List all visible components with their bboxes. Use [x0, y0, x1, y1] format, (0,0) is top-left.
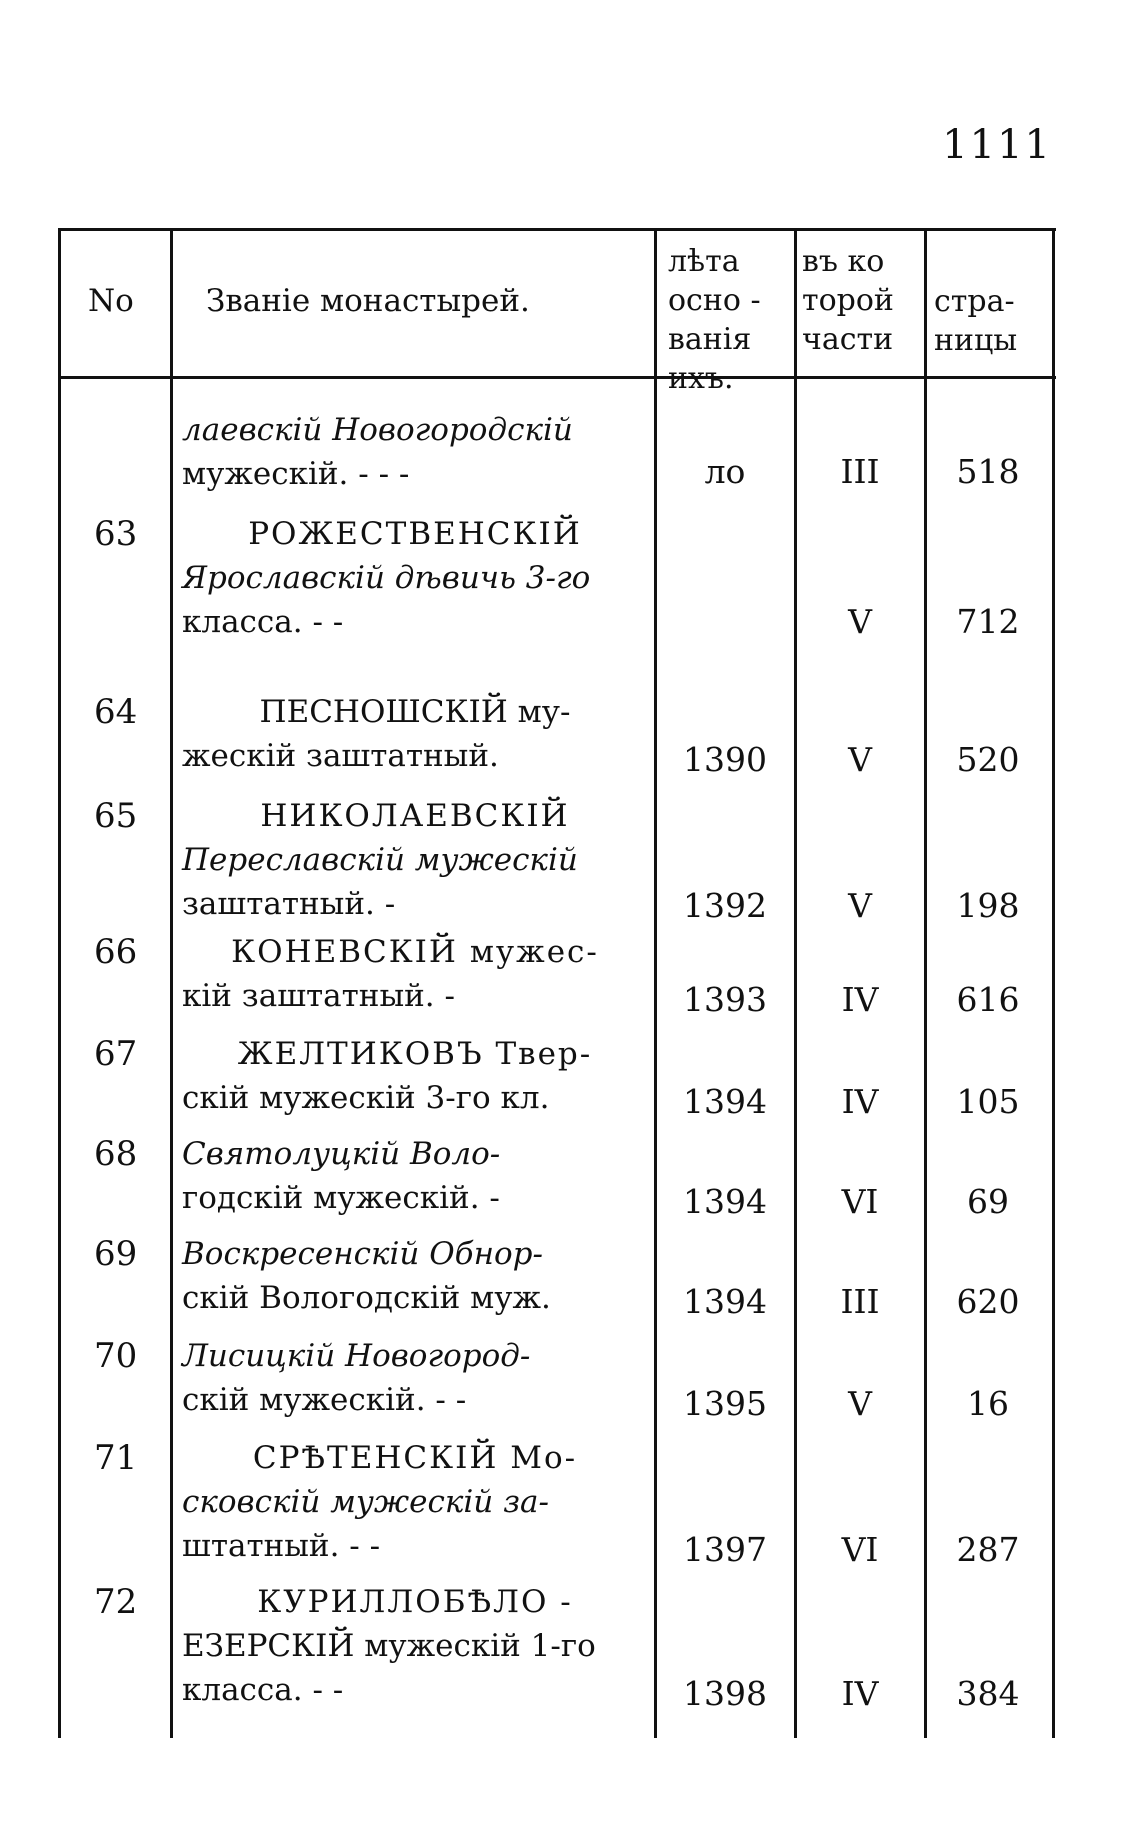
monastery-name	[182, 1132, 648, 1220]
header-year-line: ванія	[668, 322, 752, 357]
monastery-name-line: Ярославскій дѣвичь 3-го	[182, 560, 591, 596]
row-number: 65	[94, 796, 138, 836]
monastery-name	[182, 1580, 648, 1712]
table-top-rule	[58, 228, 1056, 231]
monastery-name	[182, 1032, 648, 1120]
header-part-line: части	[802, 322, 894, 357]
column-rule-year	[794, 228, 797, 1738]
header-bottom-rule	[58, 376, 1056, 379]
header-year	[668, 242, 761, 398]
monastery-name-line: Лисицкій Новогород-	[182, 1338, 531, 1374]
monastery-name-line: КОНЕВСКІЙ мужес-	[231, 934, 599, 970]
page-reference: 384	[956, 1674, 1020, 1713]
row-number: 72	[94, 1582, 138, 1622]
row-number: 71	[94, 1438, 138, 1478]
header-part-line: въ ко	[802, 244, 885, 279]
part-number: IV	[841, 980, 879, 1019]
monastery-name-line: Святолуцкій Воло-	[182, 1136, 501, 1172]
row-number: 67	[94, 1034, 138, 1074]
monastery-name-line: КУРИЛЛОБѢЛО -	[257, 1584, 573, 1620]
row-number: 63	[94, 514, 138, 554]
monastery-name-line: Переславскій мужескій	[182, 842, 578, 878]
monastery-name-line: кій заштатный. -	[182, 978, 455, 1014]
page-reference: 616	[956, 980, 1020, 1019]
row-number: 69	[94, 1234, 138, 1274]
monastery-name-line: скій Вологодскій муж.	[182, 1280, 551, 1316]
monastery-name-line: Воскресенскій Обнор-	[182, 1236, 543, 1272]
page-reference: 520	[956, 740, 1020, 779]
column-rule-left	[58, 228, 61, 1738]
monastery-name-line: жескій заштатный.	[182, 738, 499, 774]
row-number: 70	[94, 1336, 138, 1376]
row-number: 66	[94, 932, 138, 972]
foundation-year: 1395	[683, 1384, 767, 1423]
foundation-year: 1392	[683, 886, 767, 925]
monastery-name	[182, 1232, 648, 1320]
header-year-line: осно -	[668, 283, 761, 318]
page-reference: 16	[967, 1384, 1009, 1423]
row-number: 64	[94, 692, 138, 732]
monastery-name-line: класса. - -	[182, 604, 344, 640]
monastery-name	[182, 512, 648, 644]
monastery-name-line: заштатный. -	[182, 886, 396, 922]
part-number: IV	[841, 1082, 879, 1121]
part-number: III	[840, 452, 880, 491]
monastery-name-line: РОЖЕСТВЕНСКІЙ	[248, 516, 582, 552]
header-no: No	[88, 283, 134, 319]
monastery-name	[182, 1436, 648, 1568]
foundation-year: 1394	[683, 1082, 767, 1121]
header-title: Званіе монастырей.	[206, 283, 530, 319]
monastery-name-line: штатный. - -	[182, 1528, 381, 1564]
monastery-name	[182, 690, 648, 778]
monastery-name-line: НИКОЛАЕВСКІЙ	[260, 798, 570, 834]
column-rule-part	[924, 228, 927, 1738]
page-reference: 105	[956, 1082, 1020, 1121]
part-number: VI	[841, 1182, 879, 1221]
part-number: VI	[841, 1530, 879, 1569]
page-reference: 287	[956, 1530, 1020, 1569]
monastery-name-line: мужескій. - - -	[182, 456, 410, 492]
monastery-name-line: лаевскій Новогородскій	[182, 412, 573, 448]
page-reference: 69	[967, 1182, 1009, 1221]
part-number: V	[848, 740, 872, 779]
foundation-year: ло	[704, 452, 746, 491]
foundation-year: 1394	[683, 1282, 767, 1321]
foundation-year: 1397	[683, 1530, 767, 1569]
monastery-name	[182, 408, 648, 496]
page-reference: 518	[956, 452, 1020, 491]
foundation-year: 1390	[683, 740, 767, 779]
monastery-name-line: сковскій мужескій за-	[182, 1484, 549, 1520]
monastery-name	[182, 1334, 648, 1422]
header-page-line: ницы	[934, 323, 1018, 358]
monastery-name-line: ЖЕЛТИКОВЪ Твер-	[237, 1036, 593, 1072]
part-number: V	[848, 602, 872, 641]
monastery-name-line: годскій мужескій. -	[182, 1180, 500, 1216]
foundation-year: 1393	[683, 980, 767, 1019]
part-number: IV	[841, 1674, 879, 1713]
page-reference: 198	[956, 886, 1020, 925]
monasteries-table	[58, 228, 1056, 1738]
header-part	[802, 242, 894, 359]
part-number: V	[848, 1384, 872, 1423]
monastery-name-line: класса. - -	[182, 1672, 344, 1708]
header-page	[934, 282, 1017, 360]
monastery-name	[182, 794, 648, 926]
column-rule-right	[1052, 228, 1055, 1738]
monastery-name-line: ПЕСНОШСКІЙ му-	[259, 694, 571, 730]
header-part-line: торой	[802, 283, 894, 318]
foundation-year: 1394	[683, 1182, 767, 1221]
monastery-name-line: скій мужескій. - -	[182, 1382, 467, 1418]
monastery-name-line: скій мужескій 3-го кл.	[182, 1080, 550, 1116]
page-reference: 620	[956, 1282, 1020, 1321]
header-year-line: ихъ.	[668, 361, 734, 396]
monastery-name	[182, 930, 648, 1018]
column-rule-title	[654, 228, 657, 1738]
page-number: 1111	[942, 122, 1052, 168]
part-number: III	[840, 1282, 880, 1321]
page-reference: 712	[956, 602, 1020, 641]
monastery-name-line: ЕЗЕРСКІЙ мужескій 1-го	[182, 1628, 596, 1664]
header-year-line: лѣта	[668, 244, 740, 279]
row-number: 68	[94, 1134, 138, 1174]
header-page-line: стра-	[934, 284, 1015, 319]
foundation-year: 1398	[683, 1674, 767, 1713]
column-rule-no	[170, 228, 173, 1738]
part-number: V	[848, 886, 872, 925]
monastery-name-line: СРѢТЕНСКІЙ Мо-	[252, 1440, 578, 1476]
